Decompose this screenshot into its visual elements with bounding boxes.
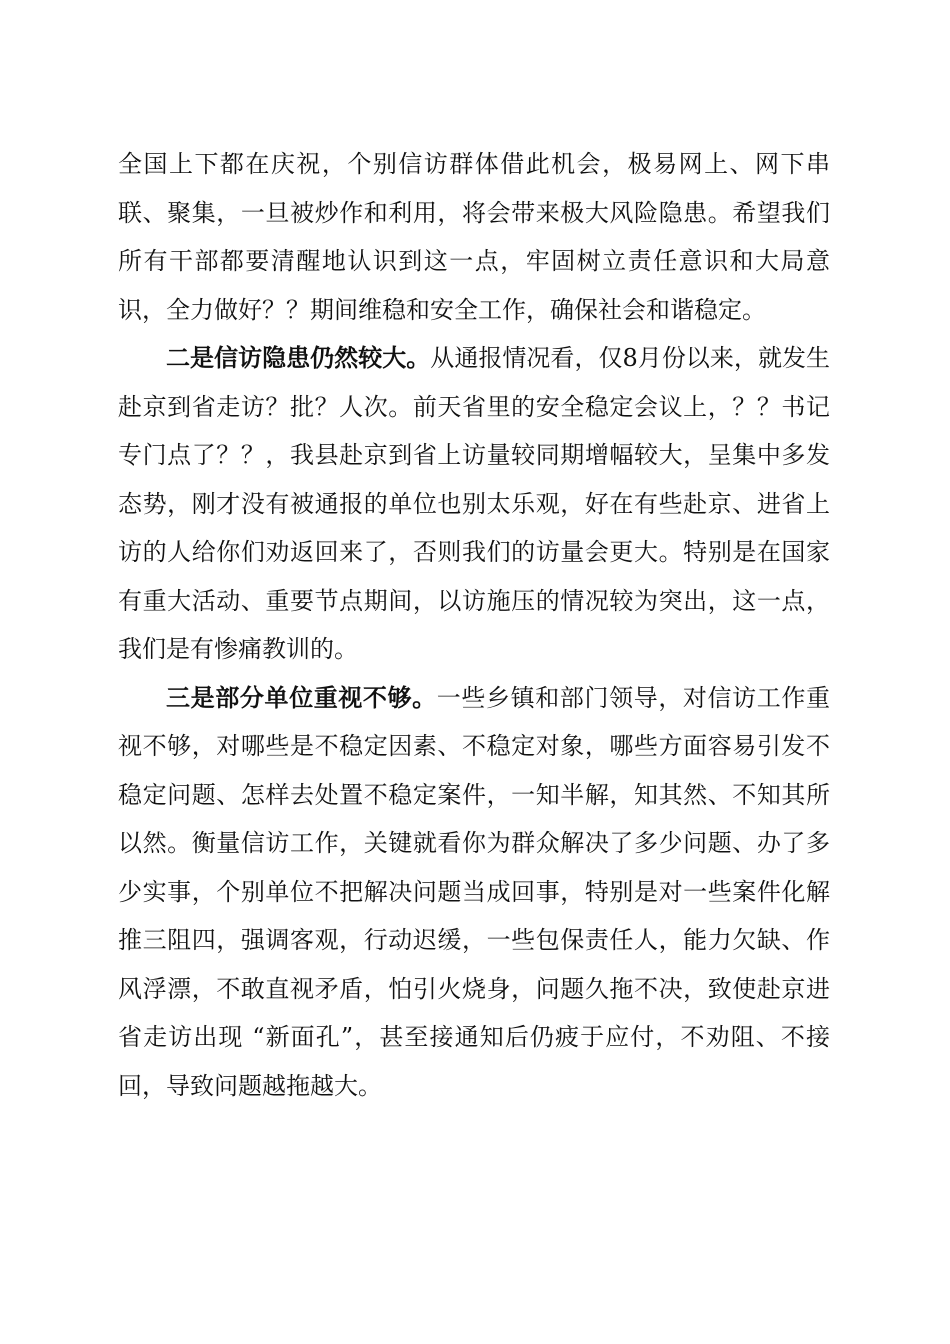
paragraph-2-text: 从通报情况看，仅8月份以来，就发生赴京到省走访？批？人次。前天省里的安全稳定会议上，？？书记专门点了？？，我县赴京到省上访量较同期增幅较大，呈集中多发态势，刚才没有被通报的单位也别太乐观，好在有些赴京、进省上访的人给你们劝返回来了，否则我们的访量会更大。特别是在国家有重大活动、重要节点期间，以访施压的情况较为突出，这一点，我们是有惨痛教训的。 (118, 344, 830, 663)
paragraph-3-lead: 三是部分单位重视不够。 (166, 683, 437, 712)
document-page (118, 140, 830, 1110)
paragraph-2-lead: 二是信访隐患仍然较大。 (166, 344, 431, 372)
paragraph-1-text: 全国上下都在庆祝，个别信访群体借此机会，极易网上、网下串联、聚集，一旦被炒作和利用，将会带来极大风险隐患。希望我们所有干部都要清醒地认识到这一点，牢固树立责任意识和大局意识，全力做好？？期间维稳和安全工作，确保社会和谐稳定。 (118, 150, 830, 324)
paragraph-3 (118, 674, 830, 1111)
paragraph-2 (118, 334, 830, 674)
paragraph-1 (118, 140, 830, 334)
paragraph-3-text: 一些乡镇和部门领导，对信访工作重视不够，对哪些是不稳定因素、不稳定对象，哪些方面容易引发不稳定问题、怎样去处置不稳定案件，一知半解，知其然、不知其所以然。衡量信访工作，关键就看你为群众解决了多少问题、办了多少实事，个别单位不把解决问题当成回事，特别是对一些案件化解推三阻四，强调客观，行动迟缓，一些包保责任人，能力欠缺、作风浮漂，不敢直视矛盾，怕引火烧身，问题久拖不决，致使赴京进省走访出现 “新面孔”，甚至接通知后仍疲于应付，不劝阻、不接回，导致问题越拖越大。 (118, 683, 831, 1100)
